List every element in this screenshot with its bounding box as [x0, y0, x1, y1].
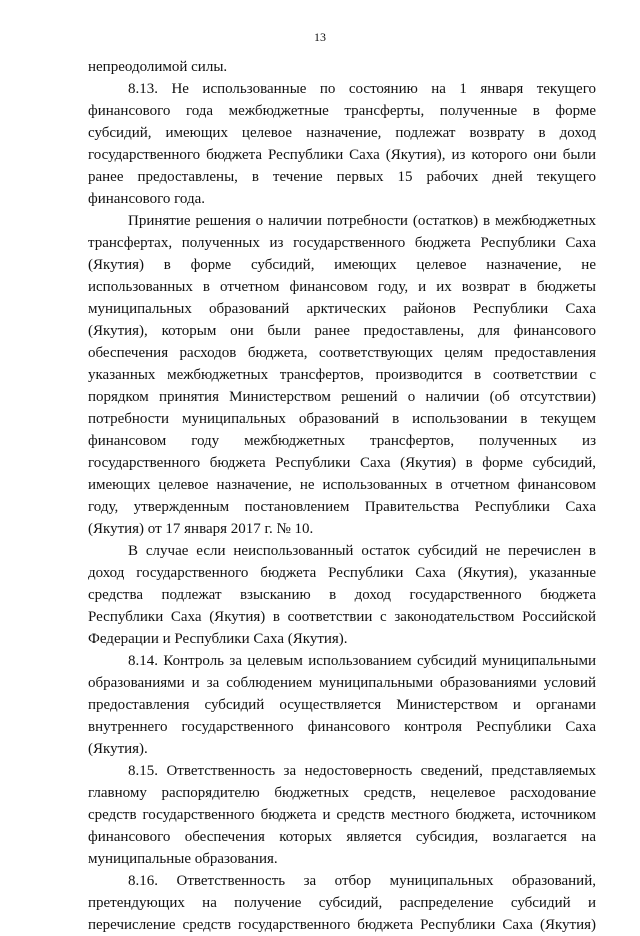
text-line: доход государственного бюджета Республики Саха (Якутия), указанные — [88, 565, 596, 581]
text-line: государственного бюджета Республики Саха (Якутия) в форме субсидий, — [88, 455, 596, 471]
text-line: (Якутия) от 17 января 2017 г. № 10. — [88, 521, 314, 537]
text-line: финансовом году межбюджетных трансфертов, полученных из — [88, 433, 596, 449]
text-line: внутреннего государственного финансового контроля Республики Саха — [88, 719, 596, 735]
text-line: муниципальных образований арктических районов Республики Саха — [88, 301, 596, 317]
text-line: средства подлежат взысканию в доход государственного бюджета — [88, 587, 596, 603]
text-line: 8.16. Ответственность за отбор муниципальных образований, — [128, 873, 596, 889]
text-line: 8.15. Ответственность за недостоверность сведений, представляемых — [128, 763, 596, 779]
text-line: (Якутия) в форме субсидий, имеющих целевое назначение, не — [88, 257, 596, 273]
text-line: трансфертах, полученных из государственного бюджета Республики Саха — [88, 235, 596, 251]
text-line: Принятие решения о наличии потребности (остатков) в межбюджетных — [128, 213, 596, 229]
text-line: имеющих целевое назначение, не использованных в отчетном финансовом — [88, 477, 596, 493]
text-line: (Якутия), которым они были ранее предоставлены, для финансового — [88, 323, 596, 339]
text-line: образованиями и за соблюдением муниципальными образованиями условий — [88, 675, 596, 691]
text-line: средств государственного бюджета и средств местного бюджета, источником — [88, 807, 596, 823]
text-line: году, утвержденным постановлением Правительства Республики Саха — [88, 499, 596, 515]
text-line: обеспечения расходов бюджета, соответствующих целям предоставления — [88, 345, 596, 361]
document-body — [88, 56, 596, 936]
text-line: финансового года. — [88, 191, 206, 207]
text-line: муниципальные образования. — [88, 851, 278, 867]
text-line: указанных межбюджетных трансфертов, производится в соответствии с — [88, 367, 596, 383]
text-line: В случае если неиспользованный остаток субсидий не перечислен в — [128, 543, 596, 559]
text-line: претендующих на получение субсидий, распределение субсидий и — [88, 895, 596, 911]
page-number: 13 — [314, 30, 326, 44]
text-line: 8.13. Не использованные по состоянию на 1 января текущего — [128, 81, 596, 97]
text-line: Федерации и Республики Саха (Якутия). — [88, 631, 348, 647]
text-line: государственного бюджета Республики Саха (Якутия), из которого они были — [88, 147, 596, 163]
text-line: непреодолимой силы. — [88, 59, 228, 75]
text-line: порядком принятия Министерством решений о наличии (об отсутствии) — [88, 389, 596, 405]
text-line: предоставления субсидий осуществляется Министерством и органами — [88, 697, 596, 713]
text-line: использованных в отчетном финансовом году, и их возврат в бюджеты — [88, 279, 596, 295]
text-line: финансового обеспечения которых является субсидия, возлагается на — [88, 829, 596, 845]
text-line: главному распорядителю бюджетных средств, нецелевое расходование — [88, 785, 596, 801]
text-line: (Якутия). — [88, 741, 148, 757]
text-line: Республики Саха (Якутия) в соответствии с законодательством Российской — [88, 609, 596, 625]
text-line: перечисление средств государственного бюджета Республики Саха (Якутия) — [88, 917, 596, 933]
text-line: финансового года межбюджетные трансферты, полученные в форме — [88, 103, 596, 119]
text-line: потребности муниципальных образований в использовании в текущем — [88, 411, 596, 427]
text-line: ранее предоставлены, в течение первых 15 рабочих дней текущего — [88, 169, 596, 185]
text-line: субсидий, имеющих целевое назначение, подлежат возврату в доход — [88, 125, 596, 141]
text-line: 8.14. Контроль за целевым использованием субсидий муниципальными — [128, 653, 596, 669]
